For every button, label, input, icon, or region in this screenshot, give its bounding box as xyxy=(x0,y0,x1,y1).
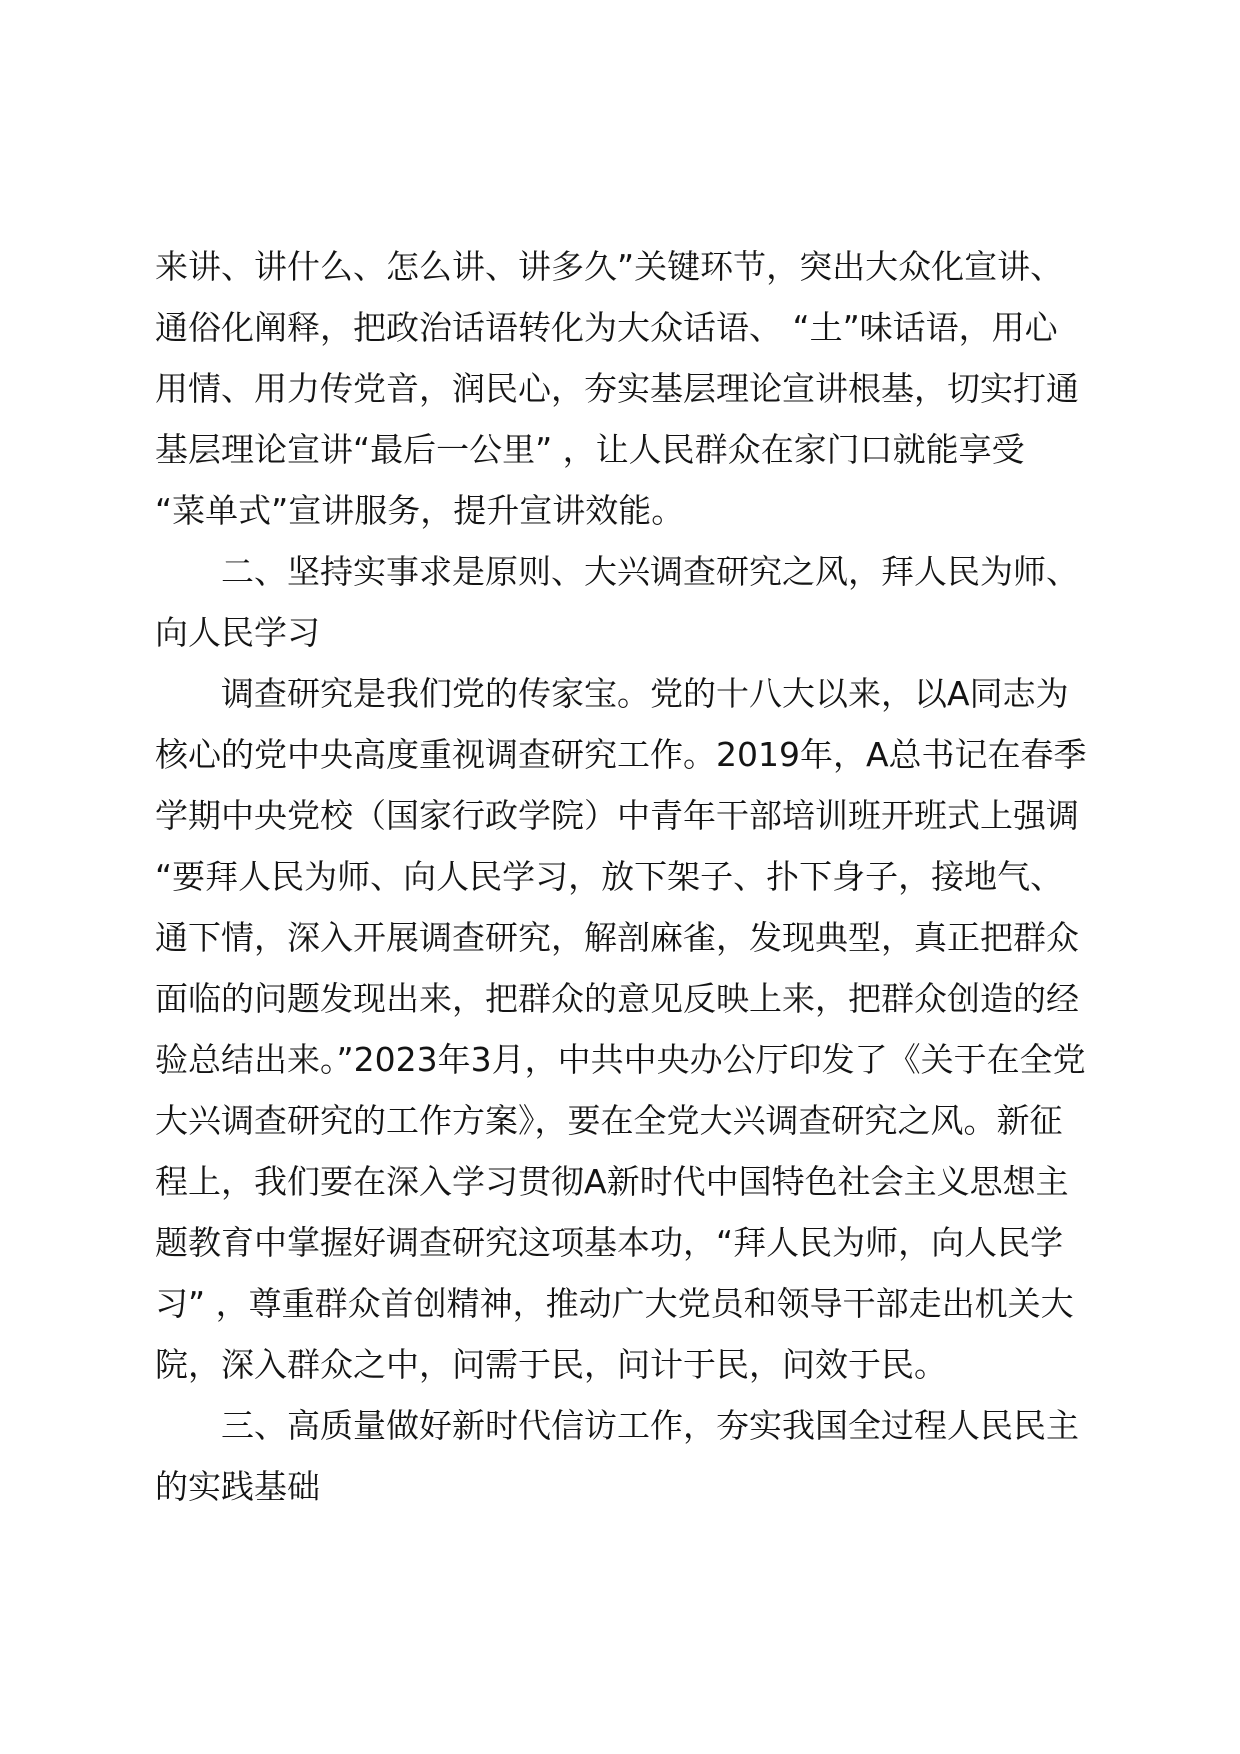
text-line: 通俗化阐释，把政治话语转化为大众话语、 “土”味话语，用心 xyxy=(155,308,1058,347)
text-line: 大兴调查研究的工作方案》，要在全党大兴调查研究之风。新征 xyxy=(155,1101,1063,1140)
text-line: “菜单式”宣讲服务，提升宣讲效能。 xyxy=(155,491,685,530)
text-line: 院，深入群众之中，问需于民，问计于民，问效于民。 xyxy=(155,1345,947,1384)
text-line: 调查研究是我们党的传家宝。党的十八大以来，以A同志为 xyxy=(221,674,1069,713)
text-line: 习” ，尊重群众首创精神，推动广大党员和领导干部走出机关大 xyxy=(155,1284,1074,1323)
text-line: 验总结出来。”2023年3月，中共中央办公厅印发了《关于在全党 xyxy=(155,1040,1086,1079)
text-line: 通下情，深入开展调查研究，解剖麻雀，发现典型，真正把群众 xyxy=(155,918,1079,957)
text-line: 基层理论宣讲“最后一公里” ，让人民群众在家门口就能享受 xyxy=(155,430,1025,469)
text-line: 核心的党中央高度重视调查研究工作。2019年，A总书记在春季 xyxy=(155,735,1087,774)
section-heading-line: 三、高质量做好新时代信访工作，夯实我国全过程人民民主 xyxy=(221,1406,1079,1445)
text-line: 程上，我们要在深入学习贯彻A新时代中国特色社会主义思想主 xyxy=(155,1162,1069,1201)
body-text xyxy=(155,236,1095,1517)
section-heading-line: 二、坚持实事求是原则、大兴调查研究之风，拜人民为师、 xyxy=(221,552,1079,591)
section-heading-line: 的实践基础 xyxy=(155,1467,320,1506)
text-line: 来讲、讲什么、怎么讲、讲多久”关键环节，突出大众化宣讲、 xyxy=(155,247,1064,286)
text-line: 学期中央党校（国家行政学院）中青年干部培训班开班式上强调 xyxy=(155,796,1079,835)
text-line: 用情、用力传党音，润民心，夯实基层理论宣讲根基，切实打通 xyxy=(155,369,1079,408)
text-line: “要拜人民为师、向人民学习，放下架子、扑下身子，接地气、 xyxy=(155,857,1064,896)
text-line: 题教育中掌握好调查研究这项基本功，“拜人民为师，向人民学 xyxy=(155,1223,1064,1262)
text-line: 面临的问题发现出来，把群众的意见反映上来，把群众创造的经 xyxy=(155,979,1079,1018)
section-heading-line: 向人民学习 xyxy=(155,613,320,652)
